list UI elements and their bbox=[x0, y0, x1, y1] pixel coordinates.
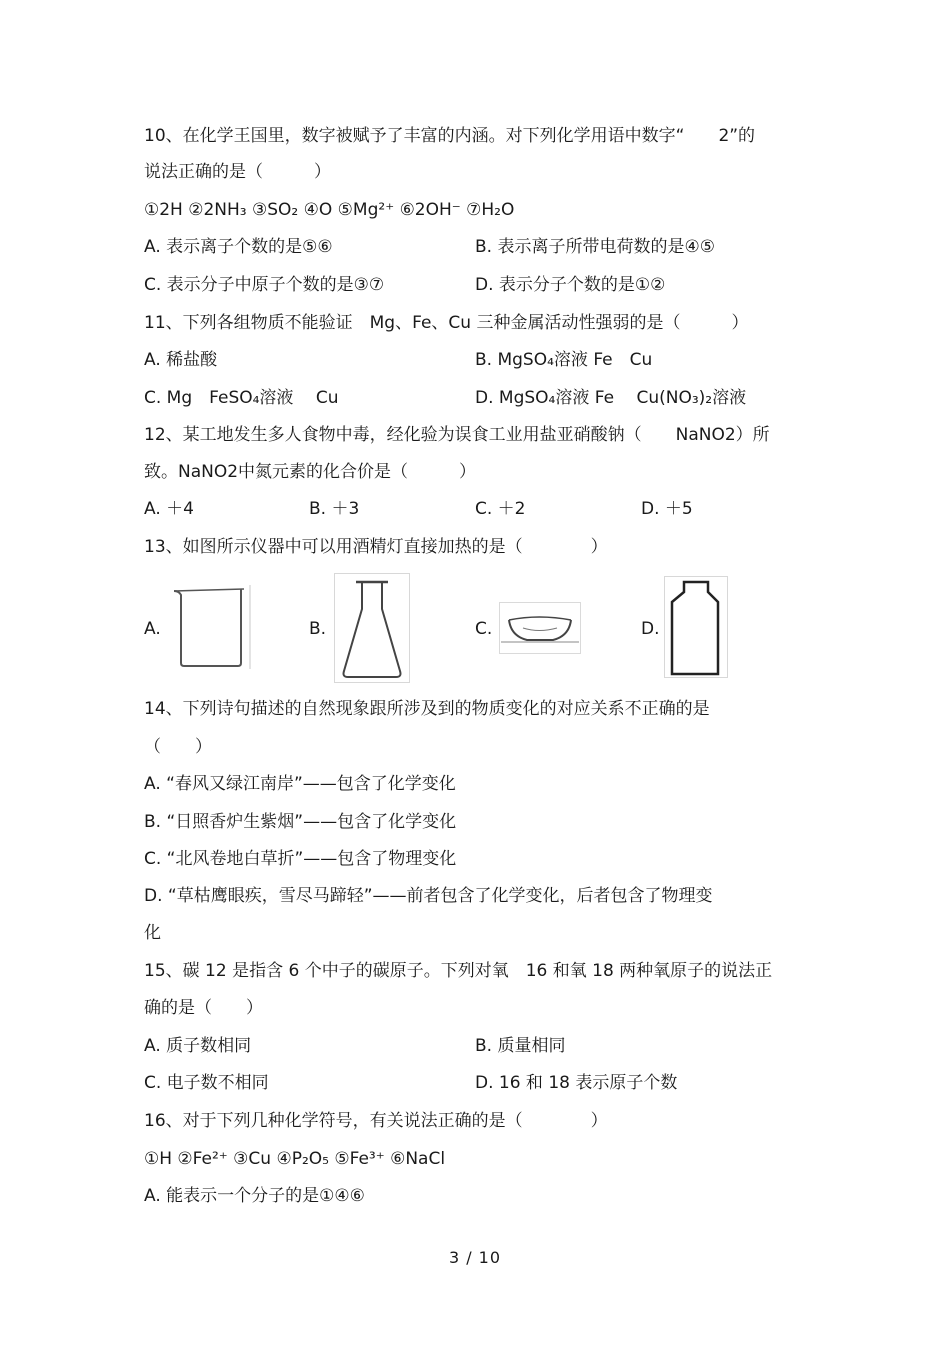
q11-option-c: C. Mg FeSO₄溶液 Cu bbox=[144, 388, 339, 408]
q12-option-b: B. ＋3 bbox=[309, 499, 360, 519]
q13-stem: 13、如图所示仪器中可以用酒精灯直接加热的是（ ） bbox=[144, 537, 608, 557]
q14-option-b: B. “日照香炉生紫烟”——包含了化学变化 bbox=[144, 812, 457, 832]
q15-option-b: B. 质量相同 bbox=[475, 1036, 566, 1056]
q15-option-c: C. 电子数不相同 bbox=[144, 1073, 269, 1093]
q14-stem-line2: （ ） bbox=[144, 737, 212, 757]
q16-symbols: ①H ②Fe²⁺ ③Cu ④P₂O₅ ⑤Fe³⁺ ⑥NaCl bbox=[144, 1149, 446, 1169]
page-number: 3 / 10 bbox=[448, 1248, 502, 1267]
q10-symbols: ①2H ②2NH₃ ③SO₂ ④O ⑤Mg²⁺ ⑥2OH⁻ ⑦H₂O bbox=[144, 200, 515, 220]
q14-option-d-line1: D. “草枯鹰眼疾，雪尽马蹄轻”——前者包含了化学变化，后者包含了物理变 bbox=[144, 886, 713, 906]
evaporating-dish-icon bbox=[499, 602, 581, 654]
q11-option-a: A. 稀盐酸 bbox=[144, 350, 218, 370]
q13-label-a: A. bbox=[144, 619, 161, 639]
q12-stem-line1: 12、某工地发生多人食物中毒，经化验为误食工业用盐亚硝酸钠（ NaNO2）所 bbox=[144, 425, 770, 445]
q11-stem: 11、下列各组物质不能验证 Mg、Fe、Cu 三种金属活动性强弱的是（ ） bbox=[144, 313, 749, 333]
q16-stem: 16、对于下列几种化学符号，有关说法正确的是（ ） bbox=[144, 1111, 608, 1131]
q13-label-d: D. bbox=[641, 619, 660, 639]
q12-option-c: C. ＋2 bbox=[475, 499, 526, 519]
q14-stem-line1: 14、下列诗句描述的自然现象跟所涉及到的物质变化的对应关系不正确的是 bbox=[144, 699, 710, 719]
q14-option-d-line2: 化 bbox=[144, 923, 161, 943]
q10-option-c: C. 表示分子中原子个数的是③⑦ bbox=[144, 275, 385, 295]
q15-option-a: A. 质子数相同 bbox=[144, 1036, 252, 1056]
reagent-bottle-icon bbox=[664, 576, 728, 678]
q11-option-b: B. MgSO₄溶液 Fe Cu bbox=[475, 350, 653, 370]
q12-stem-line2: 致。NaNO2中氮元素的化合价是（ ） bbox=[144, 462, 477, 482]
q15-stem-line2: 确的是（ ） bbox=[144, 998, 263, 1018]
q10-option-a: A. 表示离子个数的是⑤⑥ bbox=[144, 237, 333, 257]
q10-stem-line1: 10、在化学王国里，数字被赋予了丰富的内涵。对下列化学用语中数字“ 2”的 bbox=[144, 126, 756, 146]
q11-option-d: D. MgSO₄溶液 Fe Cu(NO₃)₂溶液 bbox=[475, 388, 747, 408]
q13-label-c: C. bbox=[475, 619, 493, 639]
q15-stem-line1: 15、碳 12 是指含 6 个中子的碳原子。下列对氧 16 和氧 18 两种氧原子的说法正 bbox=[144, 961, 773, 981]
q15-option-d: D. 16 和 18 表示原子个数 bbox=[475, 1073, 678, 1093]
q10-option-d: D. 表示分子个数的是①② bbox=[475, 275, 666, 295]
q10-option-b: B. 表示离子所带电荷数的是④⑤ bbox=[475, 237, 715, 257]
q16-option-a: A. 能表示一个分子的是①④⑥ bbox=[144, 1186, 365, 1206]
beaker-icon bbox=[170, 585, 252, 669]
q10-stem-line2: 说法正确的是（ ） bbox=[144, 162, 331, 182]
q13-label-b: B. bbox=[309, 619, 327, 639]
q14-option-c: C. “北风卷地白草折”——包含了物理变化 bbox=[144, 849, 457, 869]
q12-option-a: A. ＋4 bbox=[144, 499, 194, 519]
q14-option-a: A. “春风又绿江南岸”——包含了化学变化 bbox=[144, 774, 456, 794]
conical-flask-icon bbox=[334, 573, 410, 683]
q12-option-d: D. ＋5 bbox=[641, 499, 693, 519]
